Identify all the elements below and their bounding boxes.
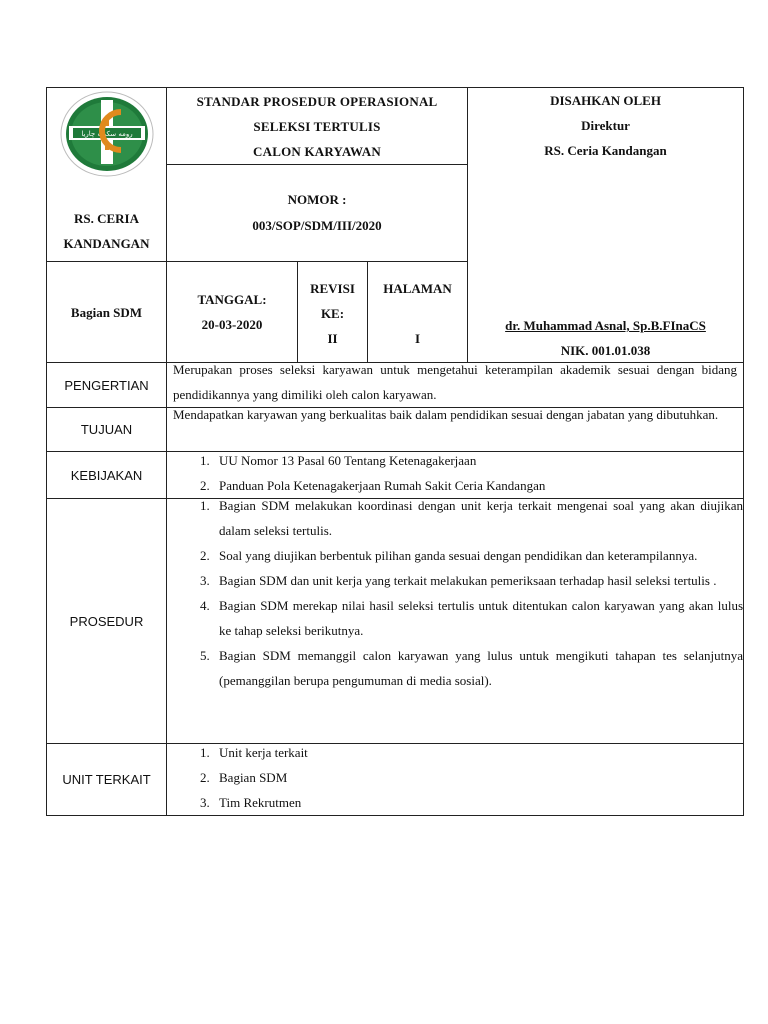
list-item: 1. UU Nomor 13 Pasal 60 Tentang Ketenagakerjaan bbox=[213, 448, 743, 473]
sop-title-cell bbox=[167, 88, 468, 165]
kebijakan-label: KEBIJAKAN bbox=[47, 452, 167, 499]
list-item: 3. Bagian SDM dan unit kerja yang terkait melakukan pemeriksaan terhadap hasil seleksi tertulis . bbox=[213, 568, 743, 593]
approval-block bbox=[468, 88, 743, 163]
list-item: 3. Tim Rekrutmen bbox=[213, 790, 743, 815]
list-item: 1. Unit kerja terkait bbox=[213, 740, 743, 765]
halaman-block bbox=[368, 262, 467, 351]
tujuan-text: Mendapatkan karyawan yang berkualitas baik dalam pendidikan sesuai dengan jabatan yang dibutuhkan. bbox=[173, 407, 719, 422]
tanggal-value: 20-03-2020 bbox=[201, 317, 263, 332]
unit-terkait-content bbox=[167, 744, 744, 816]
tujuan-label: TUJUAN bbox=[47, 408, 167, 452]
tanggal-label: TANGGAL: bbox=[197, 292, 267, 307]
sop-title-line1: STANDAR PROSEDUR OPERASIONAL bbox=[196, 94, 438, 109]
list-item: 4. Bagian SDM merekap nilai hasil seleksi tertulis untuk ditentukan calon karyawan yang akan lulus ke tahap seleksi berikutnya. bbox=[213, 593, 743, 643]
nomor-label: NOMOR : bbox=[287, 192, 347, 207]
list-item: 2. Soal yang diujikan berbentuk pilihan ganda sesuai dengan pendidikan dan keterampilannya. bbox=[213, 543, 743, 568]
approval-role: Direktur bbox=[581, 118, 630, 133]
halaman-label: HALAMAN bbox=[383, 281, 452, 296]
list-item: 2. Bagian SDM bbox=[213, 765, 743, 790]
approval-org: RS. Ceria Kandangan bbox=[544, 143, 667, 158]
hospital-cell bbox=[47, 88, 167, 262]
revisi-block bbox=[298, 262, 367, 351]
revisi-value: II bbox=[327, 331, 338, 346]
hospital-name-line2: KANDANGAN bbox=[63, 236, 150, 251]
signatory-name: dr. Muhammad Asnal, Sp.B.FInaCS bbox=[505, 318, 706, 333]
kebijakan-content bbox=[167, 452, 744, 499]
approval-label: DISAHKAN OLEH bbox=[550, 93, 661, 108]
halaman-value: I bbox=[414, 331, 421, 346]
department-label: Bagian SDM bbox=[70, 304, 143, 320]
tanggal-cell bbox=[167, 262, 298, 363]
signature-block bbox=[468, 313, 743, 363]
hospital-name-line1: RS. CERIA bbox=[73, 211, 139, 226]
nomor-value: 003/SOP/SDM/III/2020 bbox=[252, 218, 382, 233]
pengertian-text: Merupakan proses seleksi karyawan untuk mengetahui keterampilan akademik sesuai dengan bidang pendidikannya yang dimiliki oleh calon karyawan. bbox=[173, 362, 738, 402]
prosedur-list bbox=[167, 493, 743, 693]
nomor-block bbox=[167, 165, 467, 239]
nomor-cell bbox=[167, 165, 468, 262]
hospital-logo-icon bbox=[59, 90, 155, 178]
list-item: 2. Panduan Pola Ketenagakerjaan Rumah Sakit Ceria Kandangan bbox=[213, 473, 743, 498]
sop-table bbox=[46, 87, 744, 816]
approval-cell bbox=[468, 88, 744, 363]
svg-text:رومه سكيت چاريا: رومه سكيت چاريا bbox=[81, 130, 133, 138]
prosedur-content bbox=[167, 499, 744, 744]
tanggal-block bbox=[167, 287, 297, 337]
unit-terkait-label: UNIT TERKAIT bbox=[47, 744, 167, 816]
sop-document bbox=[46, 87, 743, 816]
list-item: 1. Bagian SDM melakukan koordinasi dengan unit kerja terkait mengenai soal yang akan diujikan dalam seleksi tertulis. bbox=[213, 493, 743, 543]
tujuan-content bbox=[167, 408, 744, 452]
unit-terkait-list bbox=[167, 740, 743, 815]
revisi-label-line2: KE: bbox=[320, 306, 345, 321]
pengertian-content bbox=[167, 363, 744, 408]
halaman-cell bbox=[368, 262, 468, 363]
sop-title-line2: SELEKSI TERTULIS bbox=[253, 119, 381, 134]
kebijakan-list bbox=[167, 448, 743, 498]
list-item: 5. Bagian SDM memanggil calon karyawan yang lulus untuk mengikuti tahapan tes selanjutnya (pemanggilan berupa pengumuman di media sosial). bbox=[213, 643, 743, 693]
prosedur-label: PROSEDUR bbox=[47, 499, 167, 744]
revisi-cell bbox=[298, 262, 368, 363]
revisi-label-line1: REVISI bbox=[310, 281, 355, 296]
pengertian-label: PENGERTIAN bbox=[47, 363, 167, 408]
department-cell bbox=[47, 262, 167, 363]
signatory-nik: NIK. 001.01.038 bbox=[560, 343, 651, 358]
hospital-name bbox=[47, 206, 166, 256]
sop-title-line3: CALON KARYAWAN bbox=[253, 144, 381, 159]
sop-title bbox=[167, 88, 467, 164]
